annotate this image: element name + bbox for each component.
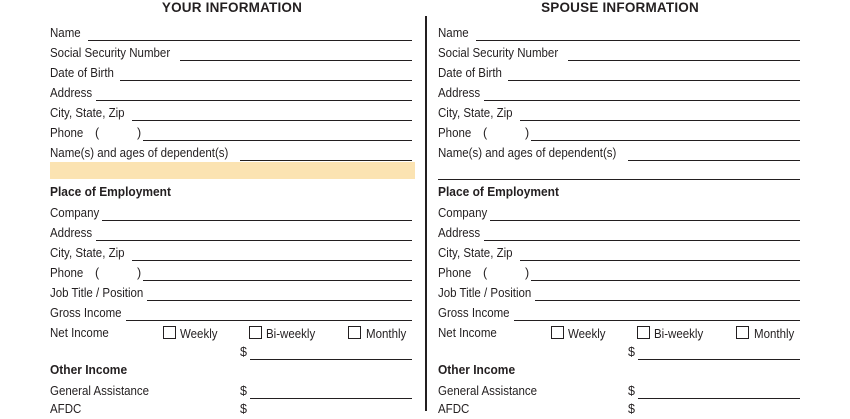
spouse-dob-line[interactable] — [508, 80, 800, 81]
net-income-frequency — [50, 323, 414, 343]
your-information-section — [50, 0, 414, 416]
general-assistance-label: General Assistance — [50, 384, 150, 398]
section-heading: YOUR INFORMATION — [161, 0, 303, 15]
spouse-employer-city-state-zip-field[interactable] — [438, 243, 802, 263]
gross-income-line[interactable] — [126, 320, 412, 321]
job-title-line[interactable] — [147, 300, 412, 301]
spouse-gross-income-line[interactable] — [514, 320, 800, 321]
spouse-name-label: Name — [438, 26, 469, 40]
employer-address-label: Address — [50, 226, 93, 240]
employer-city-state-zip-line[interactable] — [132, 260, 412, 261]
employer-phone-paren-close: ) — [137, 266, 142, 280]
spouse-city-state-zip-field[interactable] — [438, 103, 802, 123]
dob-label: Date of Birth — [50, 66, 114, 80]
spouse-employer-phone-paren-close: ) — [525, 266, 530, 280]
spouse-employer-phone-field[interactable] — [438, 263, 802, 283]
spouse-other-income-heading: Other Income — [438, 362, 516, 377]
employer-phone-paren-open: ( — [95, 266, 100, 280]
spouse-biweekly-checkbox[interactable] — [637, 326, 650, 339]
afdc-label: AFDC — [50, 402, 82, 416]
general-assistance-dollar-sign: $ — [240, 384, 247, 398]
ssn-label: Social Security Number — [50, 46, 171, 60]
weekly-label: Weekly — [180, 327, 218, 341]
column-divider — [425, 16, 427, 411]
company-field[interactable] — [50, 203, 414, 223]
spouse-name-line[interactable] — [476, 40, 800, 41]
dob-line[interactable] — [120, 80, 412, 81]
employer-city-state-zip-field[interactable] — [50, 243, 414, 263]
spouse-phone-paren-close: ) — [525, 126, 530, 140]
spouse-monthly-label: Monthly — [754, 327, 795, 341]
company-label: Company — [50, 206, 100, 220]
net-income-amount-line[interactable] — [250, 359, 412, 360]
spouse-net-income-frequency — [438, 323, 802, 343]
spouse-dob-label: Date of Birth — [438, 66, 502, 80]
gross-income-field[interactable] — [50, 303, 414, 323]
spouse-ssn-label: Social Security Number — [438, 46, 559, 60]
spouse-address-label: Address — [438, 86, 481, 100]
spouse-phone-paren-open: ( — [483, 126, 488, 140]
spouse-job-title-label: Job Title / Position — [438, 286, 532, 300]
spouse-net-income-dollar-sign: $ — [628, 345, 635, 359]
spouse-phone-field[interactable] — [438, 123, 802, 143]
employer-city-state-zip-label: City, State, Zip — [50, 246, 125, 260]
biweekly-label: Bi-weekly — [266, 327, 316, 341]
spouse-employer-address-label: Address — [438, 226, 481, 240]
spouse-dependents-extra-line[interactable] — [438, 179, 800, 180]
net-income-amount-field[interactable] — [50, 342, 414, 362]
phone-paren-close: ) — [137, 126, 142, 140]
spouse-company-line[interactable] — [490, 220, 800, 221]
spouse-gross-income-label: Gross Income — [438, 306, 510, 320]
spouse-place-of-employment-heading: Place of Employment — [438, 184, 559, 199]
biweekly-checkbox[interactable] — [249, 326, 262, 339]
city-state-zip-label: City, State, Zip — [50, 106, 125, 120]
afdc-dollar-sign: $ — [240, 402, 247, 416]
spouse-ssn-line[interactable] — [568, 60, 800, 61]
phone-paren-open: ( — [95, 126, 100, 140]
company-line[interactable] — [102, 220, 412, 221]
spouse-employer-phone-line[interactable] — [531, 280, 800, 281]
job-title-field[interactable] — [50, 283, 414, 303]
spouse-gross-income-field[interactable] — [438, 303, 802, 323]
employer-phone-field[interactable] — [50, 263, 414, 283]
spouse-biweekly-label: Bi-weekly — [654, 327, 704, 341]
spouse-city-state-zip-line[interactable] — [520, 120, 800, 121]
ssn-line[interactable] — [180, 60, 412, 61]
net-income-label: Net Income — [50, 326, 109, 340]
spouse-net-income-amount-field[interactable] — [438, 342, 802, 362]
section-heading: SPOUSE INFORMATION — [541, 0, 699, 15]
employer-phone-line[interactable] — [143, 280, 412, 281]
dob-field[interactable] — [50, 63, 414, 83]
name-line[interactable] — [88, 40, 412, 41]
spouse-employer-city-state-zip-line[interactable] — [520, 260, 800, 261]
job-title-label: Job Title / Position — [50, 286, 144, 300]
phone-label: Phone — [50, 126, 84, 140]
monthly-label: Monthly — [366, 327, 407, 341]
address-line[interactable] — [96, 100, 412, 101]
spouse-dependents-field[interactable] — [438, 143, 802, 163]
spouse-general-assistance-dollar-sign: $ — [628, 384, 635, 398]
ssn-field[interactable] — [50, 43, 414, 63]
spouse-city-state-zip-label: City, State, Zip — [438, 106, 513, 120]
spouse-dob-field[interactable] — [438, 63, 802, 83]
spouse-employer-phone-label: Phone — [438, 266, 472, 280]
address-label: Address — [50, 86, 93, 100]
spouse-general-assistance-field[interactable] — [438, 381, 802, 401]
spouse-company-label: Company — [438, 206, 488, 220]
spouse-afdc-label: AFDC — [438, 402, 470, 416]
city-state-zip-field[interactable] — [50, 103, 414, 123]
phone-field[interactable] — [50, 123, 414, 143]
spouse-monthly-checkbox[interactable] — [736, 326, 749, 339]
spouse-general-assistance-label: General Assistance — [438, 384, 538, 398]
spouse-dependents-line[interactable] — [628, 160, 800, 161]
spouse-phone-line[interactable] — [531, 140, 800, 141]
gross-income-label: Gross Income — [50, 306, 122, 320]
dependents-label: Name(s) and ages of dependent(s) — [50, 146, 229, 160]
spouse-address-field[interactable] — [438, 83, 802, 103]
spouse-employer-address-field[interactable] — [438, 223, 802, 243]
general-assistance-field[interactable] — [50, 381, 414, 401]
address-field[interactable] — [50, 83, 414, 103]
other-income-heading: Other Income — [50, 362, 128, 377]
dependents-line[interactable] — [240, 160, 412, 161]
spouse-dependents-extra-field[interactable] — [438, 162, 802, 182]
spouse-weekly-label: Weekly — [568, 327, 606, 341]
spouse-phone-label: Phone — [438, 126, 472, 140]
net-income-dollar-sign: $ — [240, 345, 247, 359]
place-of-employment-heading: Place of Employment — [50, 184, 171, 199]
monthly-checkbox[interactable] — [348, 326, 361, 339]
phone-line[interactable] — [143, 140, 412, 141]
employer-address-line[interactable] — [96, 240, 412, 241]
employer-address-field[interactable] — [50, 223, 414, 243]
spouse-employer-address-line[interactable] — [484, 240, 800, 241]
spouse-job-title-line[interactable] — [535, 300, 800, 301]
name-field[interactable] — [50, 23, 414, 43]
spouse-employer-city-state-zip-label: City, State, Zip — [438, 246, 513, 260]
spouse-dependents-label: Name(s) and ages of dependent(s) — [438, 146, 617, 160]
spouse-afdc-dollar-sign: $ — [628, 402, 635, 416]
spouse-name-field[interactable] — [438, 23, 802, 43]
dependents-extra-field[interactable] — [50, 162, 415, 179]
dependents-field[interactable] — [50, 143, 414, 163]
employer-phone-label: Phone — [50, 266, 84, 280]
spouse-ssn-field[interactable] — [438, 43, 802, 63]
spouse-address-line[interactable] — [484, 100, 800, 101]
spouse-information-section — [438, 0, 802, 416]
spouse-job-title-field[interactable] — [438, 283, 802, 303]
city-state-zip-line[interactable] — [132, 120, 412, 121]
spouse-company-field[interactable] — [438, 203, 802, 223]
spouse-net-income-amount-line[interactable] — [638, 359, 800, 360]
afdc-field[interactable] — [50, 399, 414, 419]
spouse-employer-phone-paren-open: ( — [483, 266, 488, 280]
weekly-checkbox[interactable] — [163, 326, 176, 339]
spouse-afdc-field[interactable] — [438, 399, 802, 419]
spouse-net-income-label: Net Income — [438, 326, 497, 340]
spouse-weekly-checkbox[interactable] — [551, 326, 564, 339]
name-label: Name — [50, 26, 81, 40]
